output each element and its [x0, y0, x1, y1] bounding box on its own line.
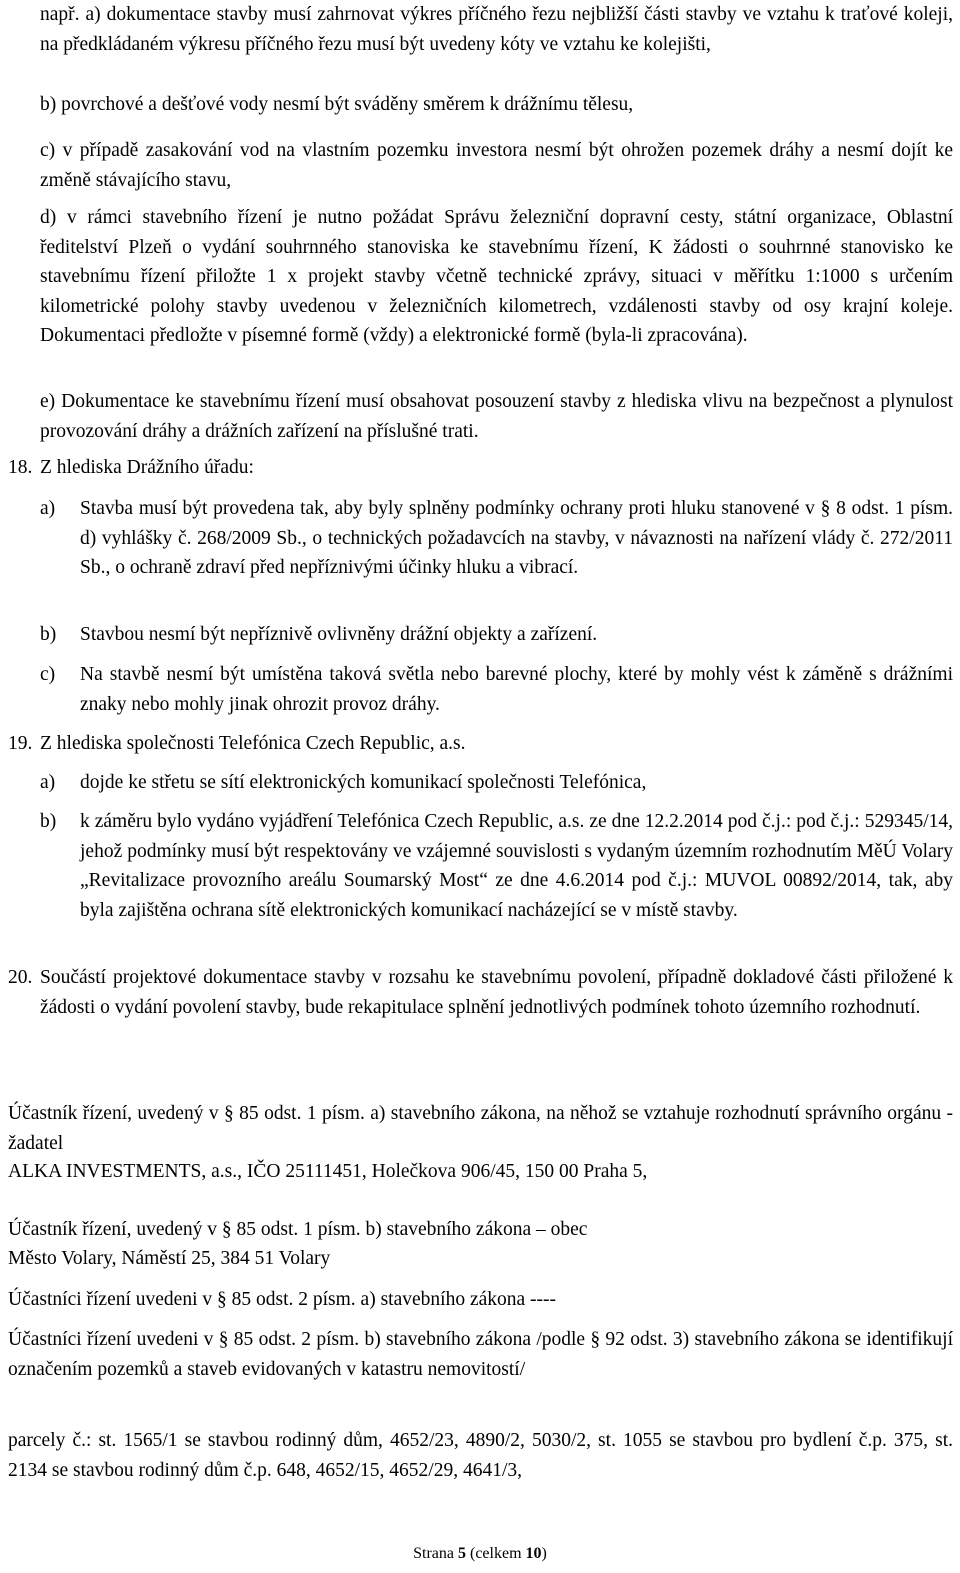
- s18-item-b-text: Stavbou nesmí být nepříznivě ovlivněny drážní objekty a zařízení.: [80, 624, 598, 645]
- section-19-title: Z hlediska společnosti Telefónica Czech Republic, a.s.: [40, 733, 466, 754]
- footer-page-number: 5: [458, 1545, 466, 1562]
- section-20-text: Součástí projektové dokumentace stavby v rozsahu ke stavebnímu povolení, případně dokladové části přiložené k žádosti o vydání povolení stavby, bude rekapitulace splnění jednotlivých podmínek tohoto územního rozhodnutí.: [40, 967, 953, 1018]
- section-20-number: 20.: [8, 967, 33, 988]
- s18-item-c-text: Na stavbě nesmí být umístěna taková světla nebo barevné plochy, které by mohly vést k záměně s drážními znaky nebo mohly jinak ohrozit provoz dráhy.: [80, 664, 953, 715]
- section-18-title: Z hlediska Drážního úřadu:: [40, 457, 254, 478]
- participant-1-detail: ALKA INVESTMENTS, a.s., IČO 25111451, Holečkova 906/45, 150 00 Praha 5,: [8, 1161, 648, 1182]
- s19-item-b-label: b): [40, 811, 57, 832]
- s19-item-a-label: a): [40, 772, 56, 793]
- paragraph-e: e) Dokumentace ke stavebnímu řízení musí obsahovat posouzení stavby z hlediska vlivu na bezpečnost a plynulost provozování dráhy a drážních zařízení na příslušné trati.: [40, 391, 953, 442]
- s18-item-b-label: b): [40, 624, 57, 645]
- s19-item-b-text: k záměru bylo vydáno vyjádření Telefónica Czech Republic, a.s. ze dne 12.2.2014 pod č.j.: pod č.j.: 529345/14, jehož podmínky musí být respektovány ve vzájemné souvislosti s vydaným územním rozhodnutím MěÚ Volary „Revitalizace provozního areálu Soumarský Most“ ze dne 4.6.2014 pod č.j.: MUVOL 00892/2014, tak, aby byla zajištěna ochrana sítě elektronických komunikací nacházející se v místě stavby.: [80, 811, 953, 921]
- page-footer: [0, 1544, 960, 1564]
- s18-item-a-text: Stavba musí být provedena tak, aby byly splněny podmínky ochrany proti hluku stanovené v § 8 odst. 1 písm. d) vyhlášky č. 268/2009 Sb., o technických požadavcích na stavby, v návaznosti na nařízení vlády č. 272/2011 Sb., o ochraně zdraví před nepříznivými účinky hluku a vibrací.: [80, 498, 953, 578]
- footer-open: (celkem: [470, 1545, 522, 1562]
- paragraph-a: např. a) dokumentace stavby musí zahrnovat výkres příčného řezu nejbližší části stavby ve vztahu k traťové koleji, na předkládaném výkresu příčného řezu musí být uvedeny kóty ve vztahu ke kolejišti,: [40, 4, 953, 55]
- participant-2-detail: Město Volary, Náměstí 25, 384 51 Volary: [8, 1248, 331, 1269]
- participant-2: Účastník řízení, uvedený v § 85 odst. 1 písm. b) stavebního zákona – obec: [8, 1219, 588, 1240]
- paragraph-d: d) v rámci stavebního řízení je nutno požádat Správu železniční dopravní cesty, státní organizace, Oblastní ředitelství Plzeň o vydání souhrnného stanoviska ke stavebnímu řízení, K žádosti o souhrnné stanovisko ke stavebnímu řízení přiložte 1 x projekt stavby včetně technické zprávy, situaci v měřítku 1:1000 s určením kilometrické polohy stavby uvedenou v železničních kilometrech, vzdálenosti stavby od osy krajní koleje. Dokumentaci předložte v písemné formě (vždy) a elektronické formě (byla-li zpracována).: [40, 207, 953, 346]
- parcels-list: parcely č.: st. 1565/1 se stavbou rodinný dům, 4652/23, 4890/2, 5030/2, st. 1055 se stavbou pro bydlení č.p. 375, st. 2134 se stavbou rodinný dům č.p. 648, 4652/15, 4652/29, 4641/3,: [8, 1430, 953, 1481]
- footer-close: ): [541, 1545, 547, 1562]
- section-19-number: 19.: [8, 733, 33, 754]
- paragraph-c: c) v případě zasakování vod na vlastním pozemku investora nesmí být ohrožen pozemek dráhy a nesmí dojít ke změně stávajícího stavu,: [40, 140, 953, 191]
- s19-item-a-text: dojde ke střetu se sítí elektronických komunikací společnosti Telefónica,: [80, 772, 647, 793]
- paragraph-b: b) povrchové a dešťové vody nesmí být sváděny směrem k drážnímu tělesu,: [40, 94, 634, 115]
- footer-prefix: Strana: [413, 1545, 454, 1562]
- footer-total-pages: 10: [525, 1545, 542, 1562]
- section-18-number: 18.: [8, 457, 33, 478]
- participant-4: Účastníci řízení uvedeni v § 85 odst. 2 písm. b) stavebního zákona /podle § 92 odst. 3) stavebního zákona se identifikují označením pozemků a staveb evidovaných v katastru nemovitostí/: [8, 1329, 953, 1380]
- s18-item-a-label: a): [40, 498, 56, 519]
- s18-item-c-label: c): [40, 664, 56, 685]
- participant-1: Účastník řízení, uvedený v § 85 odst. 1 písm. a) stavebního zákona, na něhož se vztahuje rozhodnutí správního orgánu - žadatel: [8, 1103, 953, 1154]
- participant-3: Účastníci řízení uvedeni v § 85 odst. 2 písm. a) stavebního zákona ----: [8, 1289, 557, 1310]
